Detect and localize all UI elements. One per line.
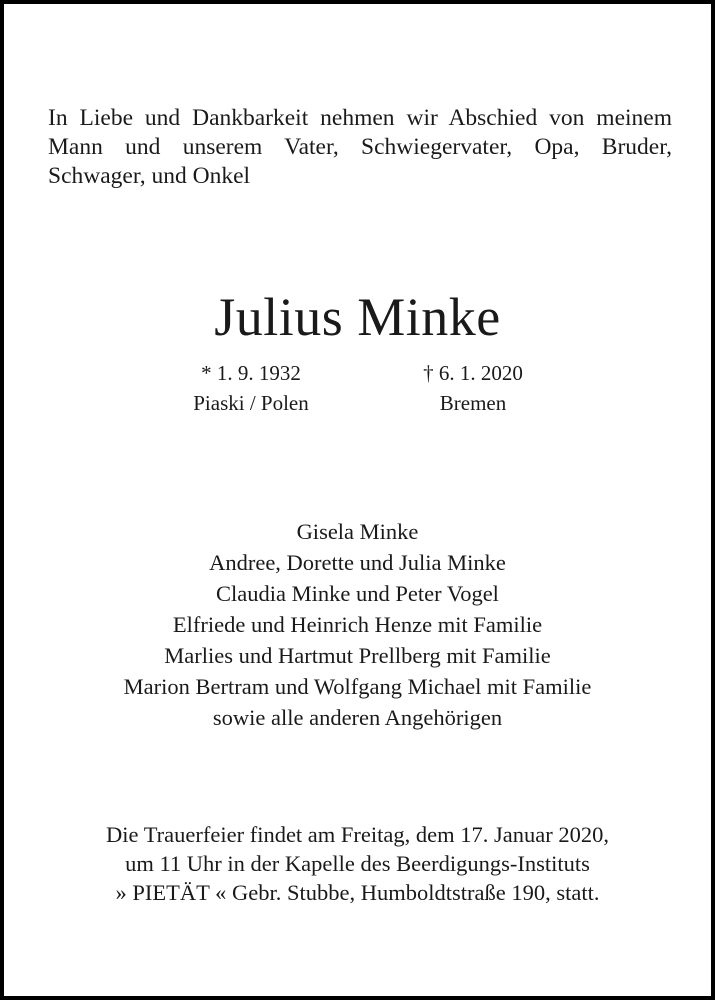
death-info <box>394 358 552 418</box>
funeral-details <box>4 820 711 907</box>
relative-entry: Marion Bertram und Wolfgang Michael mit Familie <box>123 674 592 699</box>
relative-entry: Claudia Minke und Peter Vogel <box>216 581 499 606</box>
intro-line: In Liebe und Dankbarkeit nehmen wir Abschied von meinem <box>48 105 672 131</box>
relative-entry: Andree, Dorette und Julia Minke <box>209 550 506 575</box>
relative-entry: sowie alle anderen Angehörigen <box>212 705 503 730</box>
intro-text <box>48 104 672 191</box>
funeral-line: » PIETÄT « Gebr. Stubbe, Humboldtstraße 190, statt. <box>115 880 600 905</box>
intro-line: Schwager, und Onkel <box>48 163 251 189</box>
birth-info <box>162 358 340 418</box>
funeral-line: Die Trauerfeier findet am Freitag, dem 17. Januar 2020, <box>106 822 609 847</box>
funeral-line: um 11 Uhr in der Kapelle des Beerdigungs-Instituts <box>125 851 590 876</box>
deceased-name: Julius Minke <box>214 287 501 347</box>
death-place: Bremen <box>439 391 507 415</box>
birth-date: * 1. 9. 1932 <box>201 361 301 385</box>
relative-entry: Gisela Minke <box>296 519 419 544</box>
death-date: † 6. 1. 2020 <box>423 361 523 385</box>
birth-place: Piaski / Polen <box>193 391 309 415</box>
relatives-list <box>4 516 711 733</box>
relative-entry: Elfriede und Heinrich Henze mit Familie <box>172 612 543 637</box>
relative-entry: Marlies und Hartmut Prellberg mit Familie <box>164 643 551 668</box>
intro-line: Mann und unserem Vater, Schwiegervater, Opa, Bruder, <box>48 134 672 160</box>
